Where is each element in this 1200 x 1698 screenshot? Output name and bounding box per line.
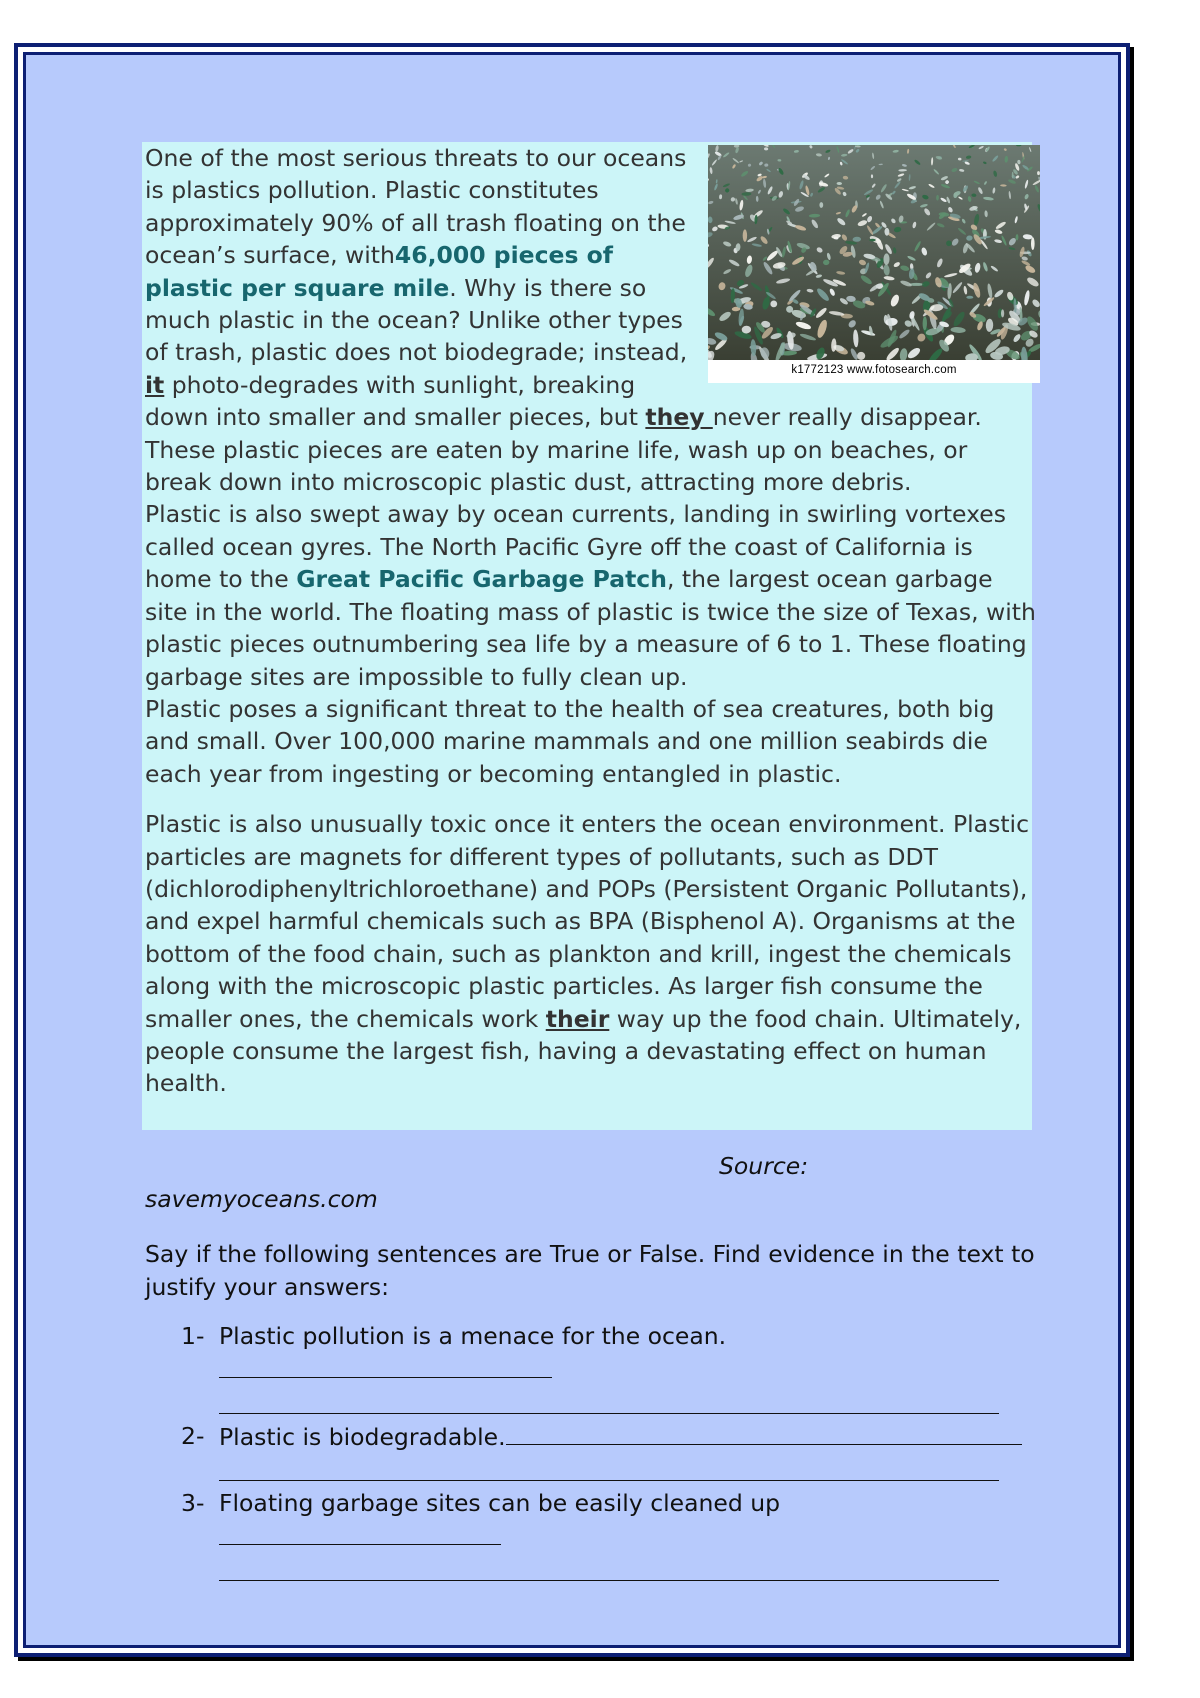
bottle-shape: [885, 228, 890, 236]
article-paragraph-4: [145, 808, 1040, 1100]
bottle-shape: [1031, 237, 1035, 250]
answer-line[interactable]: [219, 1558, 999, 1581]
answer-line-1: [145, 1391, 1045, 1414]
article-paragraph-2: [145, 498, 1040, 692]
question-number: 3-: [181, 1489, 205, 1517]
bottle-shape: [743, 229, 747, 241]
source-label: Source:: [719, 1152, 809, 1180]
bottle-shape: [1001, 309, 1004, 317]
paragraph-text: photo-degrades with sunlight, breaking down into smaller and smaller pieces, but: [145, 370, 646, 432]
reference-word-their: their: [545, 1004, 610, 1033]
reference-word-it: it: [145, 370, 165, 399]
question-number: 1-: [181, 1322, 205, 1350]
article-paragraph-3: Plastic poses a significant threat to the health of sea creatures, both big and small. Over 100,000 marine mammals and one million seabirds die each year from ingesting or becoming entangled in plastic.: [145, 694, 995, 788]
paragraph-text: . Why is there so much plastic in the ocean? Unlike other types of trash, plastic does not biodegrade; instead,: [145, 273, 688, 367]
plastic-pollution-photo: [708, 145, 1040, 383]
question-list: [145, 1320, 1045, 1587]
answer-line[interactable]: [219, 1458, 999, 1481]
reference-word-they: they: [645, 403, 713, 432]
paragraph-text: One of the most serious threats to our oceans is plastics pollution. Plastic constitutes approximately 90% of all trash floating on the ocean’s surface, with: [145, 144, 687, 270]
paragraph-text: way up the food chain. Ultimately, people consume the largest fish, having a devastating effect on human health.: [145, 1004, 1022, 1098]
question-text: Plastic is biodegradable.: [219, 1423, 506, 1451]
answer-blank[interactable]: [219, 1520, 501, 1545]
answer-blank[interactable]: [219, 1353, 552, 1378]
source-site: savemyoceans.com: [145, 1185, 378, 1213]
paragraph-text: , the largest ocean garbage site in the world. The floating mass of plastic is twice the size of Texas, with plastic pieces outnumbering sea life by a measure of 6 to 1. These floating garbage sites are impossible to fully clean up.: [145, 565, 1036, 691]
question-number: 2-: [181, 1422, 205, 1450]
article-body: [145, 142, 1040, 1100]
paragraph-text: Plastic is also swept away by ocean currents, landing in swirling vortexes called ocean gyres. The North Pacific Gyre off the coast of California is home to the: [145, 500, 1006, 594]
question-3: [145, 1487, 819, 1554]
paragraph-text: never really disappear. These plastic pieces are eaten by marine life, wash up on beaches, or break down into microscopic plastic dust, attracting more debris.: [145, 403, 982, 497]
highlight-garbage-patch: Great Pacific Garbage Patch: [296, 565, 667, 594]
paragraph-text: Plastic is also unusually toxic once it enters the ocean environment. Plastic particles are magnets for different types of pollutants, such as DDT (dichlorodiphenyltrichloroethane) and POPs (Persistent Organic Pollutants), and expel harmful chemicals such as BPA (Bisphenol A). Organisms at the bottom of the food chain, such as plankton and krill, ingest the chemicals along with the microscopic plastic particles. As larger fish consume the smaller ones, the chemicals work: [145, 810, 1029, 1033]
question-2: [145, 1420, 1045, 1454]
highlight-statistic: 46,000 pieces of plastic per square mile: [145, 241, 613, 302]
floating-plastic-bottles-image: [708, 145, 1040, 360]
answer-line[interactable]: [219, 1391, 999, 1414]
answer-line-3: [145, 1558, 1045, 1581]
source-citation: [145, 1150, 1035, 1216]
answer-line-2: [145, 1458, 1045, 1481]
question-1: [145, 1320, 759, 1387]
answer-blank[interactable]: [506, 1420, 1022, 1445]
question-text: Plastic pollution is a menace for the ocean.: [219, 1322, 727, 1350]
question-text: Floating garbage sites can be easily cleaned up: [219, 1489, 781, 1517]
photo-caption: k1772123 www.fotosearch.com: [791, 364, 957, 376]
exercise-instructions: Say if the following sentences are True or False. Find evidence in the text to justify your answers:: [145, 1240, 1035, 1301]
